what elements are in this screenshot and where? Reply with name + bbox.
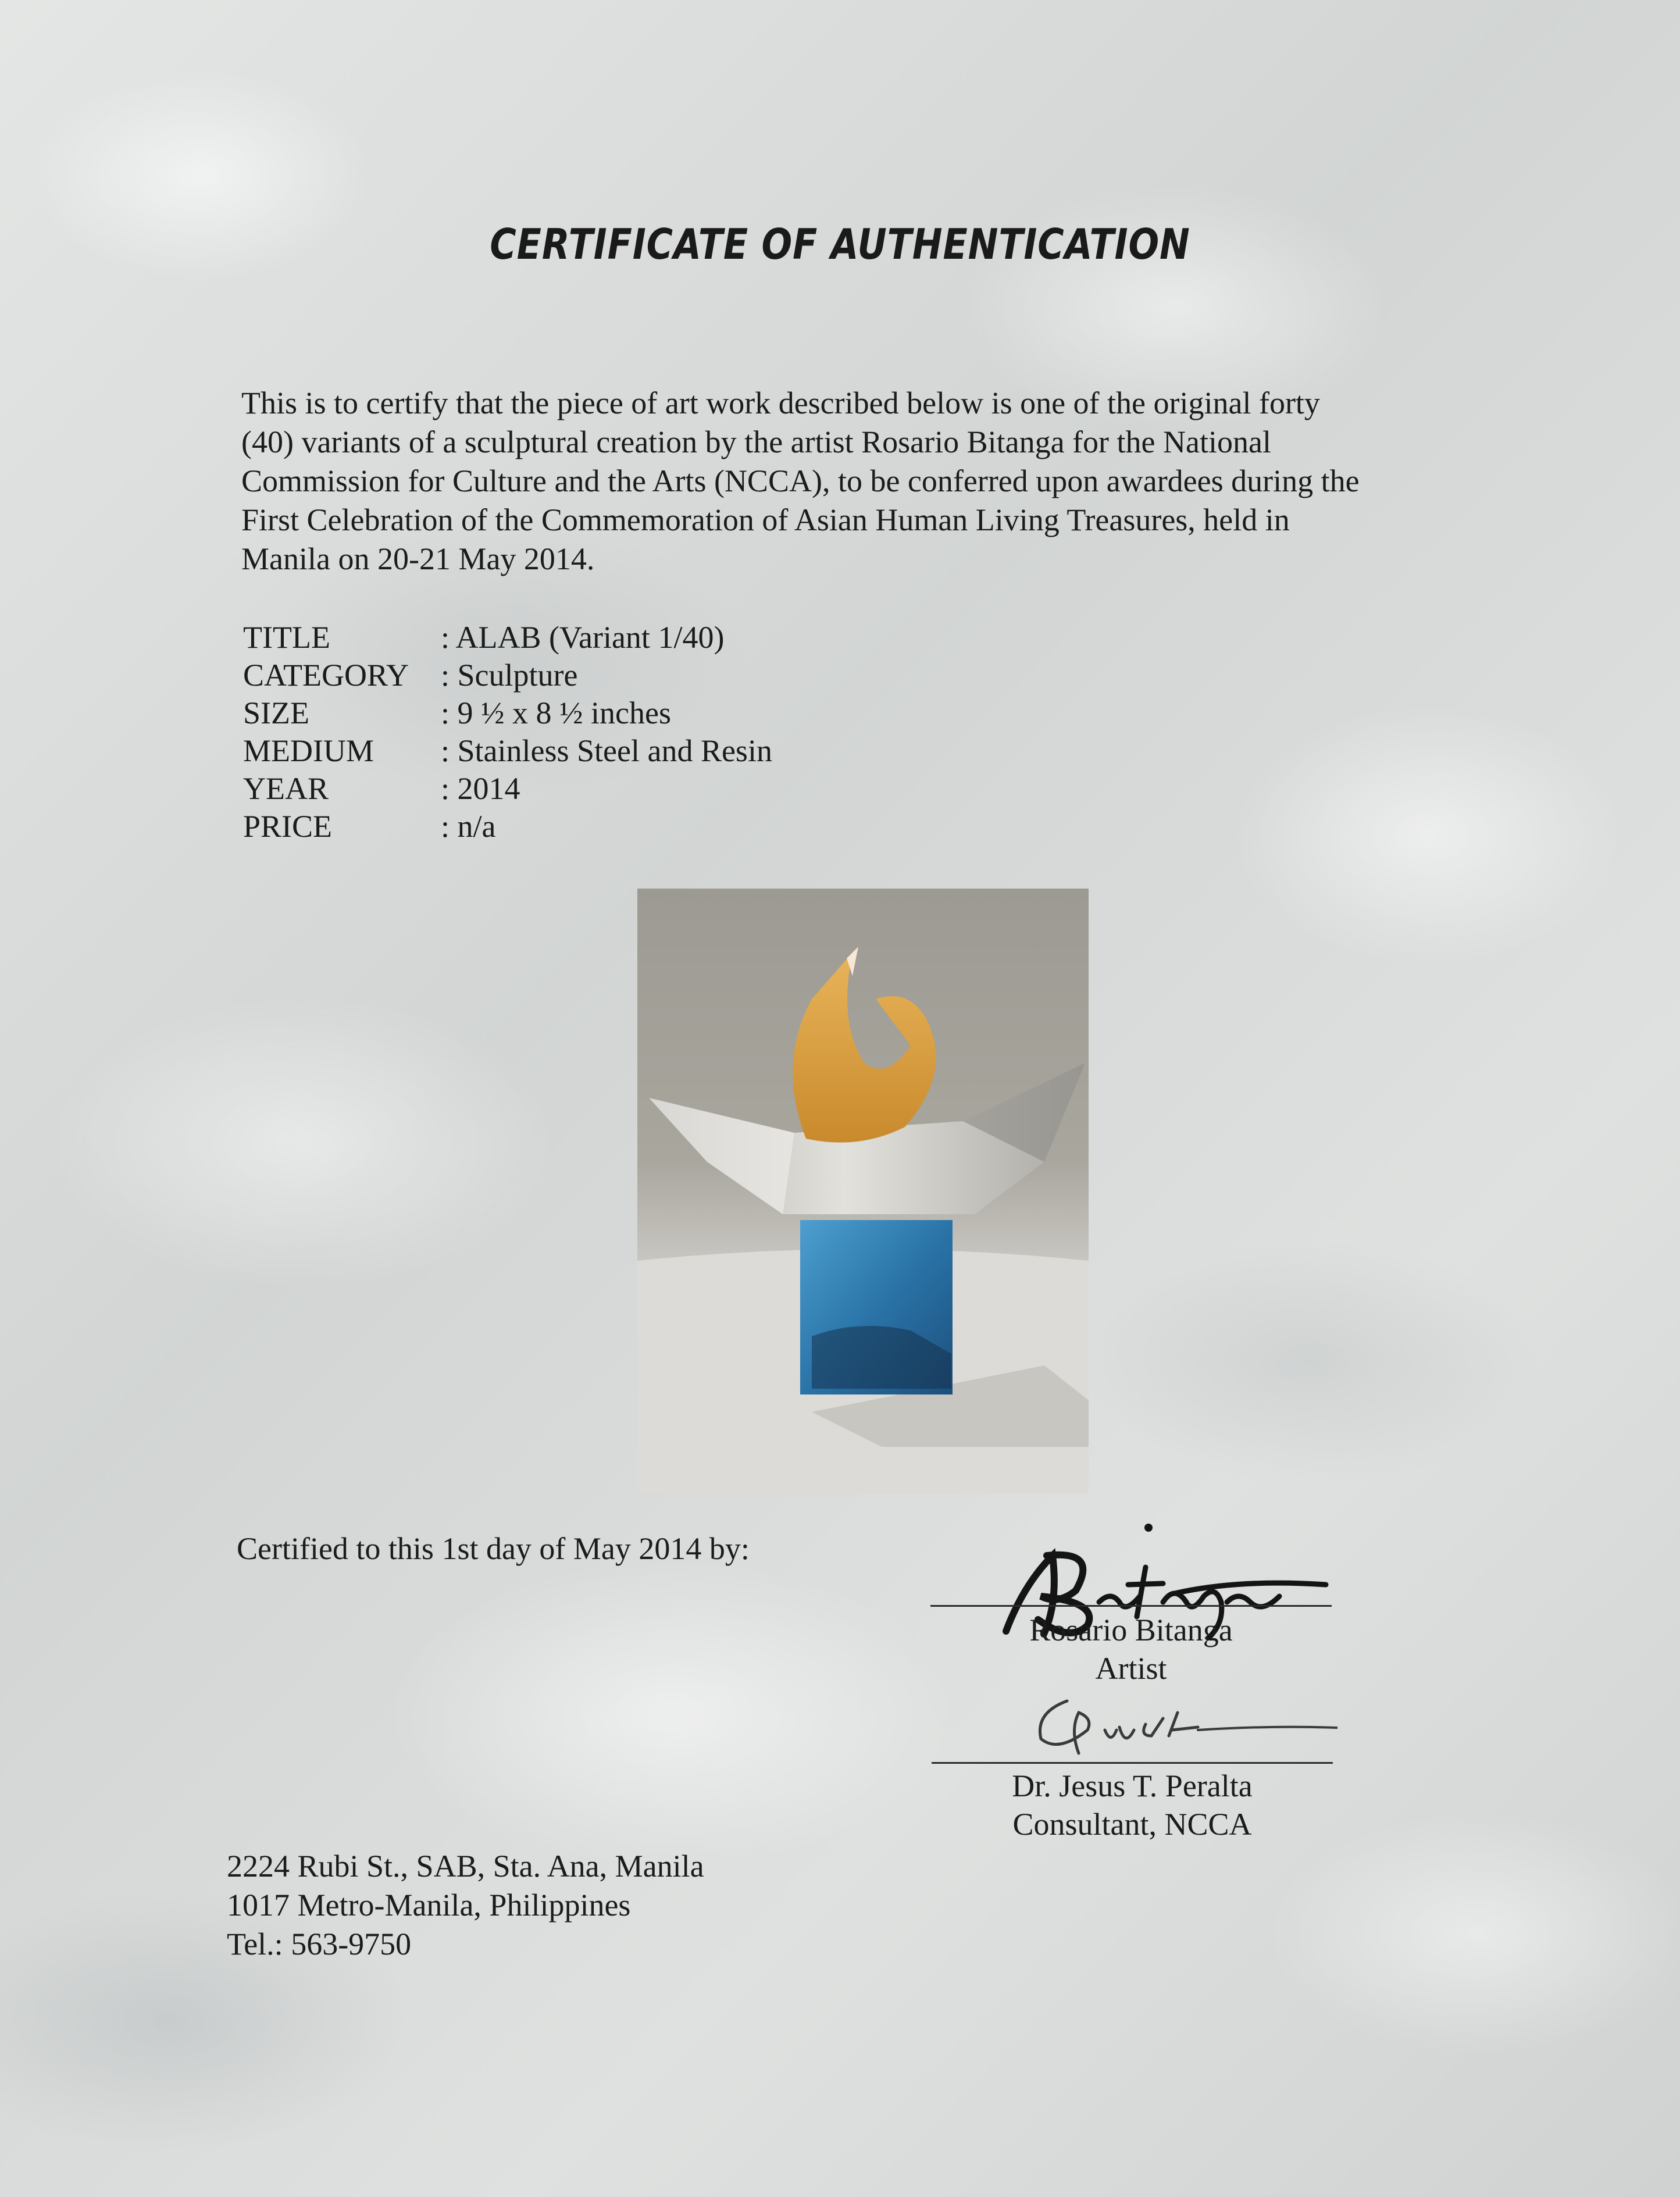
- detail-row-size: [243, 694, 772, 732]
- detail-label: SIZE: [243, 696, 309, 730]
- detail-row-year: [243, 770, 772, 808]
- intro-line: Commission for Culture and the Arts (NCCA), to be conferred upon awardees during the: [241, 463, 1360, 498]
- artwork-details: [243, 619, 772, 846]
- certificate-title: CERTIFICATE OF AUTHENTICATION: [490, 220, 1190, 269]
- detail-value: : n/a: [441, 809, 496, 844]
- detail-row-title: [243, 619, 772, 657]
- consultant-name: Dr. Jesus T. Peralta: [1012, 1768, 1253, 1803]
- consultant-signature-line: [932, 1762, 1333, 1764]
- detail-row-price: [243, 808, 772, 846]
- artist-role: Artist: [1095, 1651, 1167, 1686]
- detail-value: : Stainless Steel and Resin: [441, 733, 772, 768]
- sculpture-photo: [637, 889, 1089, 1493]
- artist-name: Rosario Bitanga: [1029, 1613, 1233, 1647]
- intro-line: Manila on 20-21 May 2014.: [241, 541, 595, 576]
- resin-flame: [793, 953, 936, 1143]
- detail-label: PRICE: [243, 809, 333, 844]
- steel-highlight: [649, 1098, 794, 1214]
- artist-signatory: [930, 1611, 1332, 1688]
- detail-label: TITLE: [243, 620, 330, 655]
- artist-signature-line: [930, 1605, 1332, 1607]
- consultant-signatory: [932, 1767, 1333, 1843]
- detail-label: MEDIUM: [243, 733, 374, 768]
- phone-line: Tel.: 563-9750: [227, 1927, 412, 1961]
- detail-row-category: [243, 657, 772, 694]
- intro-paragraph: [241, 384, 1451, 579]
- consultant-role: Consultant, NCCA: [1012, 1807, 1252, 1842]
- intro-line: (40) variants of a sculptural creation by the artist Rosario Bitanga for the National: [241, 425, 1271, 459]
- address-line: 2224 Rubi St., SAB, Sta. Ana, Manila: [227, 1849, 704, 1884]
- detail-value: : Sculpture: [441, 658, 578, 693]
- intro-line: This is to certify that the piece of art work described below is one of the original forty: [241, 386, 1320, 420]
- detail-label: YEAR: [243, 771, 329, 806]
- detail-label: CATEGORY: [243, 658, 409, 693]
- address-block: [227, 1847, 704, 1964]
- certification-date: Certified to this 1st day of May 2014 by:: [237, 1531, 750, 1566]
- detail-value: : 9 ½ x 8 ½ inches: [441, 696, 671, 730]
- detail-row-medium: [243, 732, 772, 770]
- address-line: 1017 Metro-Manila, Philippines: [227, 1888, 631, 1923]
- sculpture-illustration: [637, 889, 1089, 1493]
- detail-value: : ALAB (Variant 1/40): [441, 620, 725, 655]
- consultant-signature: [1023, 1689, 1337, 1765]
- intro-line: First Celebration of the Commemoration of Asian Human Living Treasures, held in: [241, 502, 1290, 537]
- detail-value: : 2014: [441, 771, 520, 806]
